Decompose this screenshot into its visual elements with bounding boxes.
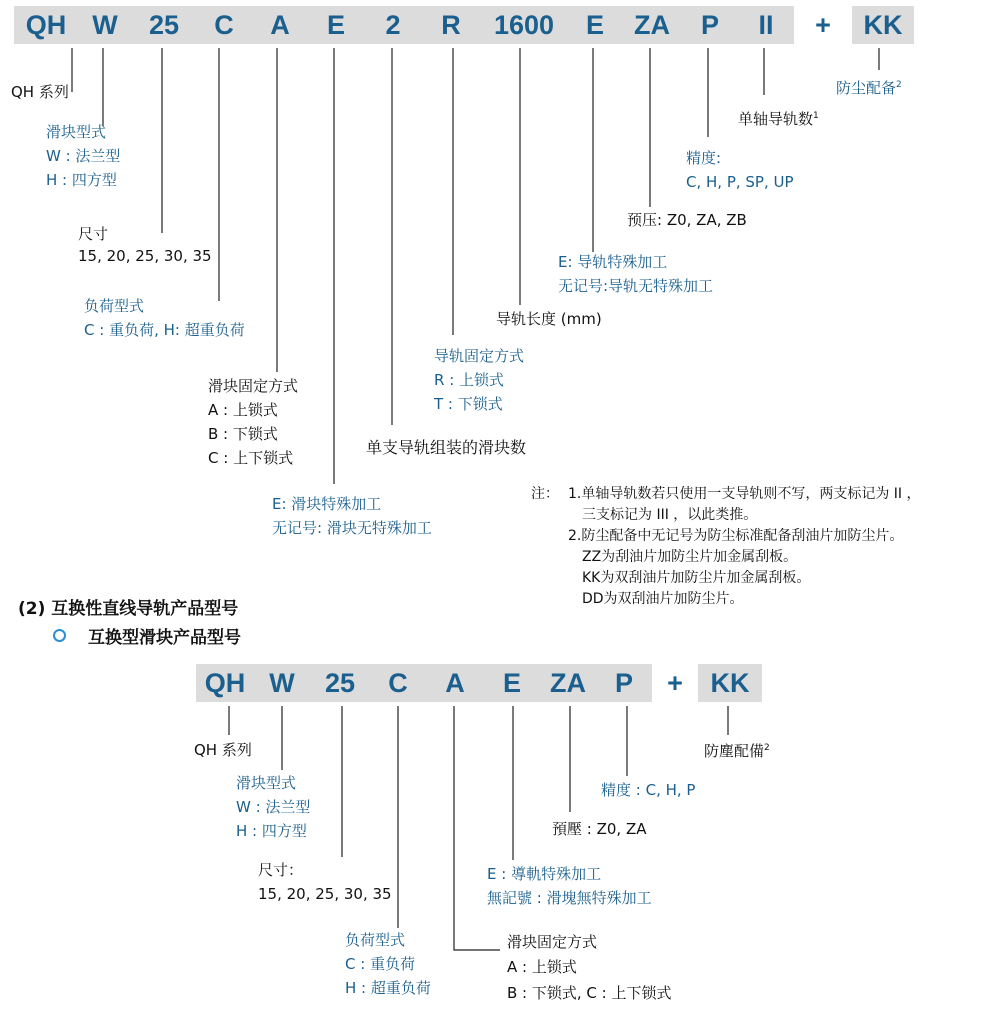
label-block-mount-title: 滑块固定方式	[208, 377, 299, 395]
code2-seg-block-mount: A	[426, 664, 484, 702]
code1-seg-preload: ZA	[622, 6, 682, 44]
label2-block-mount-a: A : 上锁式	[507, 958, 577, 976]
label2-block-type-h: H : 四方型	[236, 822, 307, 840]
label2-preload: 預壓 : Z0, ZA	[552, 820, 647, 838]
code1-seg-blocks-per-rail: 2	[364, 6, 422, 44]
connector2-block-mount	[454, 706, 500, 950]
label-rail-mount-t: T : 下锁式	[434, 395, 503, 413]
code2-seg-dust: KK	[698, 664, 762, 702]
label2-load-c: C : 重负荷	[345, 955, 416, 973]
label-rail-mount-title: 导轨固定方式	[434, 347, 525, 365]
label2-size-values: 15, 20, 25, 30, 35	[258, 885, 392, 903]
bullet-circle-icon	[53, 629, 66, 642]
code2-seg-size: 25	[310, 664, 370, 702]
code1-seg-accuracy: P	[682, 6, 738, 44]
label-rails-per-axis: 单轴导轨数$^1$	[738, 110, 819, 128]
label-block-special-none: 无记号: 滑块无特殊加工	[272, 519, 432, 537]
label-load-values: C : 重负荷, H: 超重负荷	[84, 321, 245, 339]
note-line-1: 1.单轴导轨数若只使用一支导轨则不写，两支标记为 II ，	[568, 486, 921, 502]
label-block-type-w: W : 法兰型	[46, 147, 121, 165]
code1-seg-dust: KK	[852, 6, 914, 44]
notes-prefix: 注：	[531, 486, 559, 502]
label2-series: QH 系列	[194, 741, 252, 759]
label2-load-title: 负荷型式	[345, 931, 406, 949]
code2-seg-series: QH	[196, 664, 254, 702]
label-rail-special-none: 无记号:导轨无特殊加工	[558, 277, 714, 295]
label2-special-e: E : 導軌特殊加工	[487, 865, 602, 883]
code1-seg-block-mount: A	[252, 6, 308, 44]
note-line-6: DD为双刮油片加防尘片。	[582, 591, 744, 607]
code1-seg-block-type: W	[78, 6, 132, 44]
note-line-4: ZZ为刮油片加防尘片加金属刮板。	[582, 549, 798, 565]
label2-load-h: H : 超重负荷	[345, 979, 431, 997]
code2-seg-plus: +	[652, 664, 698, 702]
label2-accuracy: 精度 : C, H, P	[601, 781, 696, 799]
label-blocks-per-rail: 单支导轨组装的滑块数	[366, 438, 527, 457]
code1-seg-rails-per-axis: II	[738, 6, 794, 44]
label2-block-mount-title: 滑块固定方式	[507, 933, 598, 951]
section-title: (2) 互换性直线导轨产品型号	[18, 599, 239, 619]
label-preload: 预压: Z0, ZA, ZB	[627, 211, 747, 229]
label2-size-title: 尺寸：	[258, 861, 304, 879]
note-line-3: 2.防尘配备中无记号为防尘标准配备刮油片加防尘片。	[568, 528, 904, 544]
label-block-type-title: 滑块型式	[46, 123, 107, 141]
footnote-1-marker: 1	[813, 111, 819, 121]
label-accuracy-title: 精度:	[686, 149, 722, 167]
label-load-title: 负荷型式	[84, 297, 145, 315]
label-size-title: 尺寸	[78, 225, 109, 243]
label-block-type-h: H : 四方型	[46, 171, 117, 189]
code1-seg-plus: +	[794, 6, 852, 44]
code2-seg-accuracy: P	[596, 664, 652, 702]
label2-dust: 防塵配備$^2$	[704, 742, 770, 760]
code2-seg-load: C	[370, 664, 426, 702]
code1-seg-load: C	[196, 6, 252, 44]
label-rail-mount-r: R : 上锁式	[434, 371, 505, 389]
label2-block-mount-bc: B : 下锁式, C : 上下锁式	[507, 984, 672, 1002]
code1-seg-series: QH	[14, 6, 78, 44]
label-rail-special-e: E: 导轨特殊加工	[558, 253, 668, 271]
label-block-mount-c: C : 上下锁式	[208, 449, 294, 467]
label2-special-none: 無記號 : 滑塊無特殊加工	[487, 889, 652, 907]
note-line-2: 三支标记为 III ，以此类推。	[582, 507, 758, 523]
label2-block-type-title: 滑块型式	[236, 774, 297, 792]
footnote-2-marker: 2	[896, 80, 902, 90]
section-subtitle: 互换型滑块产品型号	[88, 628, 241, 648]
code2-seg-special: E	[484, 664, 540, 702]
label-dust: 防尘配备$^2$	[836, 79, 902, 97]
label-size-values: 15, 20, 25, 30, 35	[78, 247, 212, 265]
label-series: QH 系列	[11, 83, 69, 101]
code1-seg-block-special: E	[308, 6, 364, 44]
code1-seg-size: 25	[132, 6, 196, 44]
label-block-special-e: E: 滑块特殊加工	[272, 495, 382, 513]
note-line-5: KK为双刮油片加防尘片加金属刮板。	[582, 570, 811, 586]
code1-seg-rail-special: E	[568, 6, 622, 44]
footnote2-2-marker: 2	[764, 743, 770, 753]
code1-seg-rail-mount: R	[422, 6, 480, 44]
label-accuracy-values: C, H, P, SP, UP	[686, 173, 794, 191]
label-block-mount-b: B : 下锁式	[208, 425, 278, 443]
label2-block-type-w: W : 法兰型	[236, 798, 311, 816]
label-rail-length: 导轨长度 (mm)	[496, 310, 602, 328]
code2-seg-block-type: W	[254, 664, 310, 702]
code2-seg-preload: ZA	[540, 664, 596, 702]
label-block-mount-a: A : 上锁式	[208, 401, 278, 419]
code1-seg-rail-length: 1600	[480, 6, 568, 44]
